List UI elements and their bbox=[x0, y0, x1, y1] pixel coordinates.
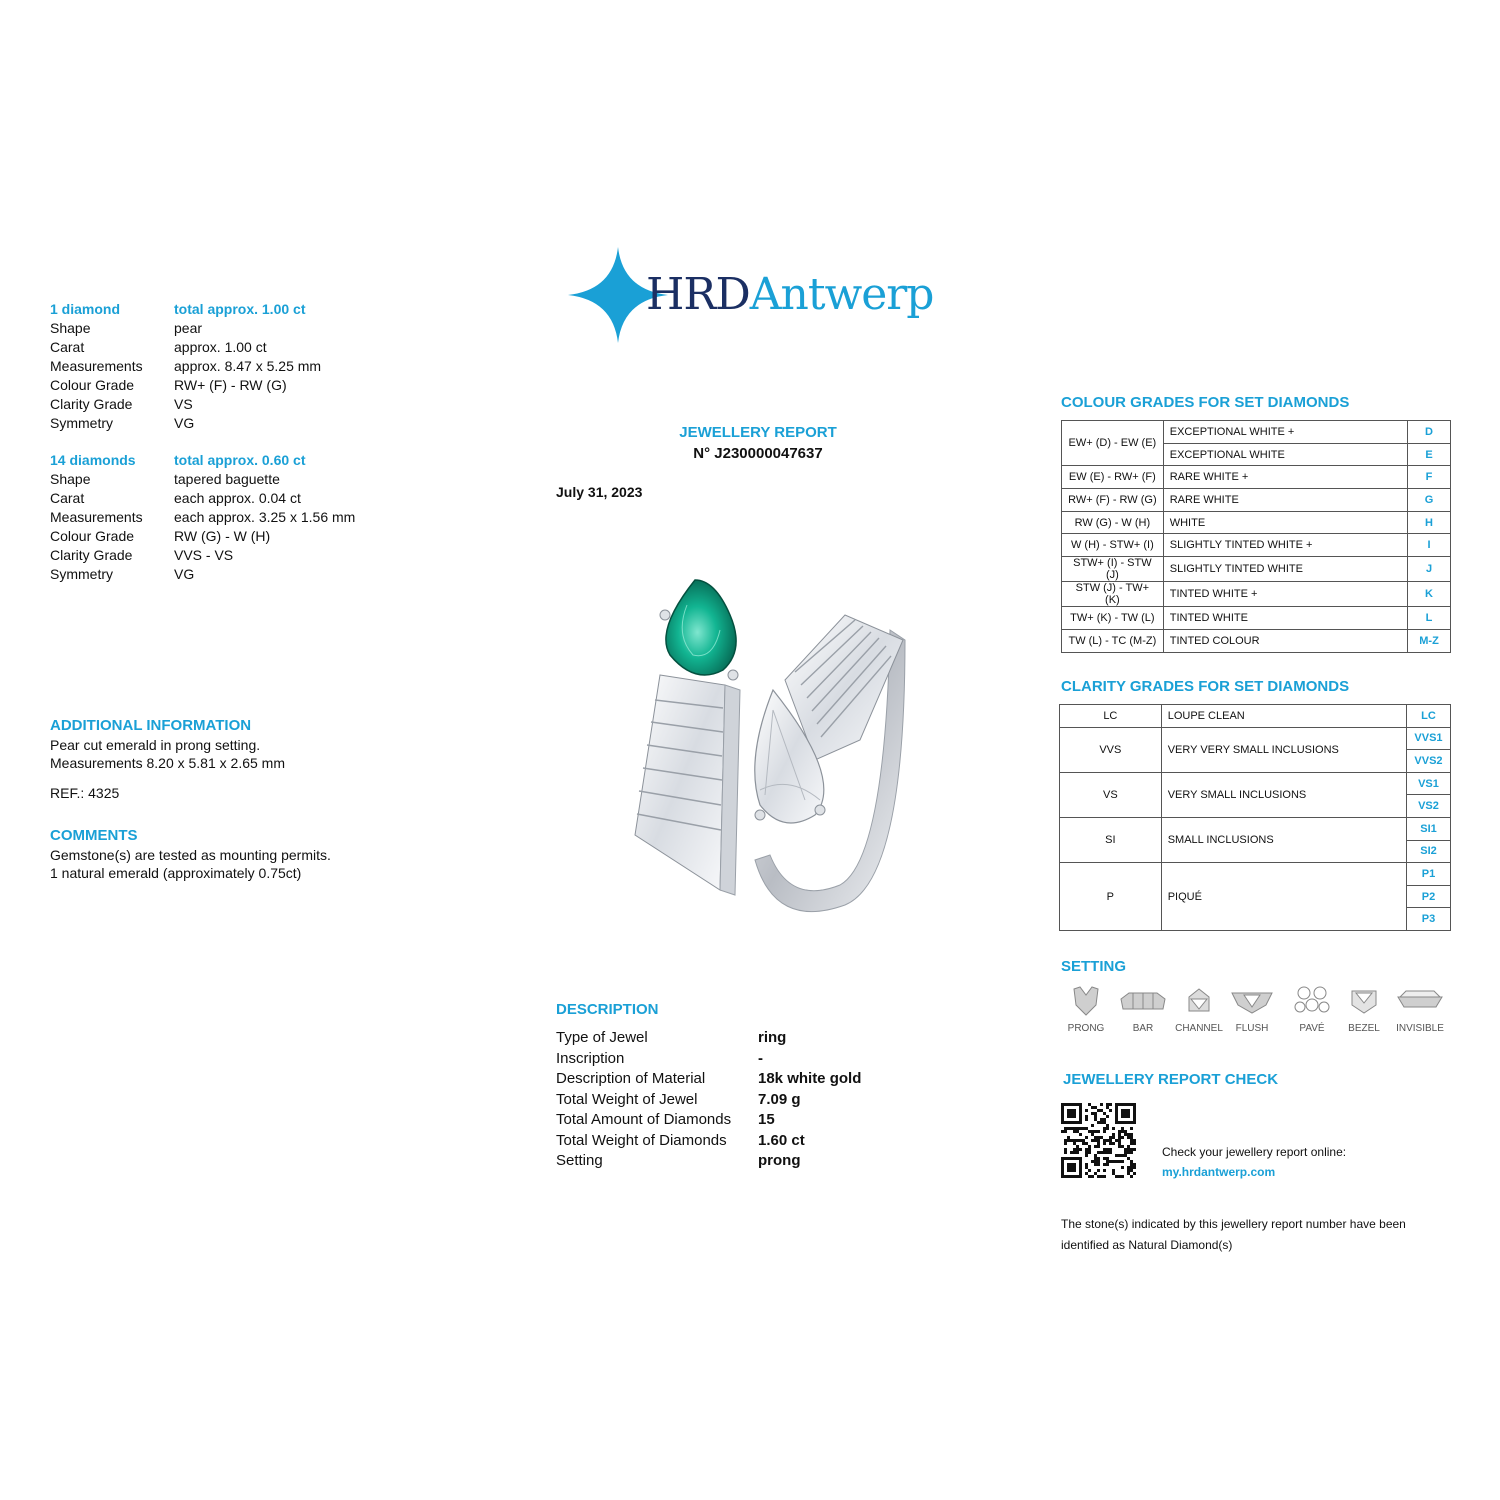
additional-line: Pear cut emerald in prong setting. bbox=[50, 737, 261, 753]
table-cell: VS bbox=[1060, 772, 1162, 817]
comment-line: 1 natural emerald (approximately 0.75ct) bbox=[50, 865, 302, 881]
table-row bbox=[1060, 705, 1451, 728]
bar-setting-icon bbox=[1119, 985, 1167, 1017]
additional-info-title: ADDITIONAL INFORMATION bbox=[50, 717, 252, 734]
description-label: Total Weight of Diamonds bbox=[556, 1131, 727, 1149]
table-cell: EXCEPTIONAL WHITE + bbox=[1163, 421, 1407, 444]
table-row bbox=[1062, 511, 1451, 534]
additional-line: Measurements 8.20 x 5.81 x 2.65 mm bbox=[50, 755, 285, 771]
detail-value: each approx. 0.04 ct bbox=[174, 490, 301, 506]
comments-text bbox=[50, 846, 331, 882]
table-cell: VVS bbox=[1060, 727, 1162, 772]
table-row bbox=[1062, 534, 1451, 557]
description-title: DESCRIPTION bbox=[556, 1001, 659, 1018]
setting-label: INVISIBLE bbox=[1396, 1023, 1444, 1034]
main-stone-details bbox=[50, 300, 394, 433]
table-cell: TINTED WHITE + bbox=[1163, 582, 1407, 607]
detail-label: Symmetry bbox=[50, 566, 113, 582]
description-value: 15 bbox=[758, 1111, 775, 1128]
table-row bbox=[1062, 466, 1451, 489]
detail-value: VG bbox=[174, 415, 195, 431]
description-label: Total Weight of Jewel bbox=[556, 1090, 698, 1108]
detail-value: approx. 1.00 ct bbox=[174, 339, 267, 355]
table-cell: SI2 bbox=[1406, 840, 1450, 863]
detail-label: Carat bbox=[50, 339, 85, 355]
flush-setting-icon bbox=[1230, 985, 1274, 1017]
table-row bbox=[1060, 817, 1451, 840]
report-number: N° J230000047637 bbox=[693, 445, 823, 462]
description-label: Description of Material bbox=[556, 1070, 706, 1087]
table-cell: RW+ (F) - RW (G) bbox=[1062, 489, 1164, 512]
table-cell: LC bbox=[1406, 705, 1450, 728]
comments-title: COMMENTS bbox=[50, 827, 138, 844]
description-value: - bbox=[758, 1049, 763, 1067]
ref-number: REF.: 4325 bbox=[50, 785, 120, 801]
report-date: July 31, 2023 bbox=[556, 484, 643, 500]
prong-setting-icon bbox=[1068, 985, 1104, 1017]
detail-value: RW (G) - W (H) bbox=[174, 528, 271, 544]
description-label: Inscription bbox=[556, 1049, 625, 1067]
table-row bbox=[1062, 607, 1451, 630]
detail-value: VG bbox=[174, 566, 195, 582]
table-row bbox=[1060, 727, 1451, 750]
table-cell: J bbox=[1408, 557, 1451, 582]
setting-label: BAR bbox=[1132, 1023, 1154, 1034]
report-check-title: JEWELLERY REPORT CHECK bbox=[1063, 1071, 1279, 1088]
setting-label: PRONG bbox=[1067, 1023, 1105, 1034]
ring-photo bbox=[605, 560, 925, 940]
main-stone-total: total approx. 1.00 ct bbox=[174, 301, 306, 317]
table-cell: TW+ (K) - TW (L) bbox=[1062, 607, 1164, 630]
setting-prong bbox=[1056, 985, 1116, 1034]
description-value: 7.09 g bbox=[758, 1090, 801, 1108]
side-stones-total: total approx. 0.60 ct bbox=[174, 452, 306, 468]
table-cell: SLIGHTLY TINTED WHITE + bbox=[1163, 534, 1407, 557]
report-title: JEWELLERY REPORT bbox=[679, 424, 837, 441]
table-cell: P2 bbox=[1406, 885, 1450, 908]
main-stone-heading: 1 diamond bbox=[50, 301, 121, 317]
table-cell: RARE WHITE + bbox=[1163, 466, 1407, 489]
setting-bar bbox=[1113, 985, 1173, 1034]
table-cell: TINTED WHITE bbox=[1163, 607, 1407, 630]
clarity-grades-table bbox=[1059, 704, 1451, 931]
side-stones-details bbox=[50, 451, 394, 584]
detail-value: VS bbox=[174, 396, 193, 412]
note-line: The stone(s) indicated by this jewellery report number have been bbox=[1061, 1217, 1406, 1231]
detail-value: VVS - VS bbox=[174, 547, 234, 563]
channel-setting-icon bbox=[1181, 985, 1217, 1017]
detail-label: Measurements bbox=[50, 509, 143, 525]
description-label: Type of Jewel bbox=[556, 1029, 648, 1046]
table-row bbox=[1060, 772, 1451, 795]
colour-grades-table bbox=[1061, 420, 1451, 653]
table-cell: M-Z bbox=[1408, 629, 1451, 652]
table-cell: VERY VERY SMALL INCLUSIONS bbox=[1161, 727, 1406, 772]
table-cell: TW (L) - TC (M-Z) bbox=[1062, 629, 1164, 652]
detail-label: Colour Grade bbox=[50, 528, 135, 544]
description-label: Setting bbox=[556, 1152, 603, 1169]
table-cell: VS1 bbox=[1406, 772, 1450, 795]
description-value: ring bbox=[758, 1029, 787, 1046]
table-cell: LOUPE CLEAN bbox=[1161, 705, 1406, 728]
table-cell: VVS1 bbox=[1406, 727, 1450, 750]
setting-bezel bbox=[1334, 985, 1394, 1034]
detail-value: approx. 8.47 x 5.25 mm bbox=[174, 358, 322, 374]
table-cell: D bbox=[1408, 421, 1451, 444]
table-cell: H bbox=[1408, 511, 1451, 534]
detail-label: Colour Grade bbox=[50, 377, 135, 393]
description-list bbox=[556, 1028, 908, 1172]
table-row bbox=[1062, 582, 1451, 607]
hrd-antwerp-logo bbox=[568, 245, 968, 345]
table-row bbox=[1062, 629, 1451, 652]
report-check-info bbox=[1162, 1142, 1346, 1182]
detail-label: Shape bbox=[50, 320, 91, 336]
table-cell: LC bbox=[1060, 705, 1162, 728]
table-cell: SLIGHTLY TINTED WHITE bbox=[1163, 557, 1407, 582]
report-check-text: Check your jewellery report online: bbox=[1162, 1145, 1347, 1159]
table-cell: WHITE bbox=[1163, 511, 1407, 534]
description-value: 18k white gold bbox=[758, 1070, 862, 1087]
table-cell: EW (E) - RW+ (F) bbox=[1062, 466, 1164, 489]
table-cell: SI bbox=[1060, 817, 1162, 862]
setting-label: PAVÉ bbox=[1299, 1023, 1325, 1034]
table-cell: P bbox=[1060, 863, 1162, 931]
table-cell: STW+ (I) - STW (J) bbox=[1062, 557, 1164, 582]
table-row bbox=[1062, 489, 1451, 512]
table-cell: TINTED COLOUR bbox=[1163, 629, 1407, 652]
table-cell: P1 bbox=[1406, 863, 1450, 886]
note-line: identified as Natural Diamond(s) bbox=[1061, 1238, 1233, 1252]
detail-label: Carat bbox=[50, 490, 85, 506]
qr-code-icon[interactable] bbox=[1061, 1103, 1136, 1178]
detail-value: RW+ (F) - RW (G) bbox=[174, 377, 287, 393]
natural-diamond-note bbox=[1061, 1214, 1406, 1256]
table-cell: VS2 bbox=[1406, 795, 1450, 818]
table-cell: EXCEPTIONAL WHITE bbox=[1163, 443, 1407, 466]
table-cell: RW (G) - W (H) bbox=[1062, 511, 1164, 534]
description-value: 1.60 ct bbox=[758, 1131, 805, 1149]
table-cell: L bbox=[1408, 607, 1451, 630]
detail-value: each approx. 3.25 x 1.56 mm bbox=[174, 509, 356, 525]
table-cell: G bbox=[1408, 489, 1451, 512]
table-cell: RARE WHITE bbox=[1163, 489, 1407, 512]
detail-label: Measurements bbox=[50, 358, 143, 374]
setting-title: SETTING bbox=[1061, 958, 1127, 975]
table-row bbox=[1062, 421, 1451, 444]
table-cell: W (H) - STW+ (I) bbox=[1062, 534, 1164, 557]
additional-info-text bbox=[50, 736, 285, 772]
description-value: prong bbox=[758, 1152, 801, 1169]
setting-invisible bbox=[1390, 985, 1450, 1034]
table-cell: P3 bbox=[1406, 908, 1450, 931]
detail-value: tapered baguette bbox=[174, 471, 280, 487]
bezel-setting-icon bbox=[1346, 985, 1382, 1017]
invisible-setting-icon bbox=[1396, 985, 1444, 1017]
pave-setting-icon bbox=[1292, 985, 1332, 1017]
side-stones-heading: 14 diamonds bbox=[50, 452, 136, 468]
report-header bbox=[598, 422, 918, 464]
table-cell: PIQUÉ bbox=[1161, 863, 1406, 931]
table-cell: VVS2 bbox=[1406, 750, 1450, 773]
description-label: Total Amount of Diamonds bbox=[556, 1111, 732, 1128]
table-row bbox=[1060, 863, 1451, 886]
detail-label: Shape bbox=[50, 471, 91, 487]
table-cell: E bbox=[1408, 443, 1451, 466]
clarity-grades-title: CLARITY GRADES FOR SET DIAMONDS bbox=[1061, 678, 1350, 695]
table-cell: SMALL INCLUSIONS bbox=[1161, 817, 1406, 862]
table-cell: STW (J) - TW+ (K) bbox=[1062, 582, 1164, 607]
report-check-link[interactable]: my.hrdantwerp.com bbox=[1162, 1165, 1276, 1179]
setting-label: BEZEL bbox=[1348, 1023, 1380, 1034]
table-cell: SI1 bbox=[1406, 817, 1450, 840]
table-row bbox=[1062, 557, 1451, 582]
table-cell: I bbox=[1408, 534, 1451, 557]
setting-label: CHANNEL bbox=[1175, 1023, 1223, 1034]
table-cell: K bbox=[1408, 582, 1451, 607]
comment-line: Gemstone(s) are tested as mounting permits. bbox=[50, 847, 331, 863]
detail-label: Symmetry bbox=[50, 415, 113, 431]
setting-pave bbox=[1282, 985, 1342, 1034]
setting-flush bbox=[1222, 985, 1282, 1034]
detail-label: Clarity Grade bbox=[50, 396, 133, 412]
logo-wordmark: HRDAntwerp bbox=[646, 269, 934, 320]
setting-label: FLUSH bbox=[1235, 1023, 1269, 1034]
detail-label: Clarity Grade bbox=[50, 547, 133, 563]
detail-value: pear bbox=[174, 320, 203, 336]
table-cell: VERY SMALL INCLUSIONS bbox=[1161, 772, 1406, 817]
setting-channel bbox=[1169, 985, 1229, 1034]
table-cell: F bbox=[1408, 466, 1451, 489]
colour-grades-title: COLOUR GRADES FOR SET DIAMONDS bbox=[1061, 394, 1350, 411]
table-cell: EW+ (D) - EW (E) bbox=[1062, 421, 1164, 466]
